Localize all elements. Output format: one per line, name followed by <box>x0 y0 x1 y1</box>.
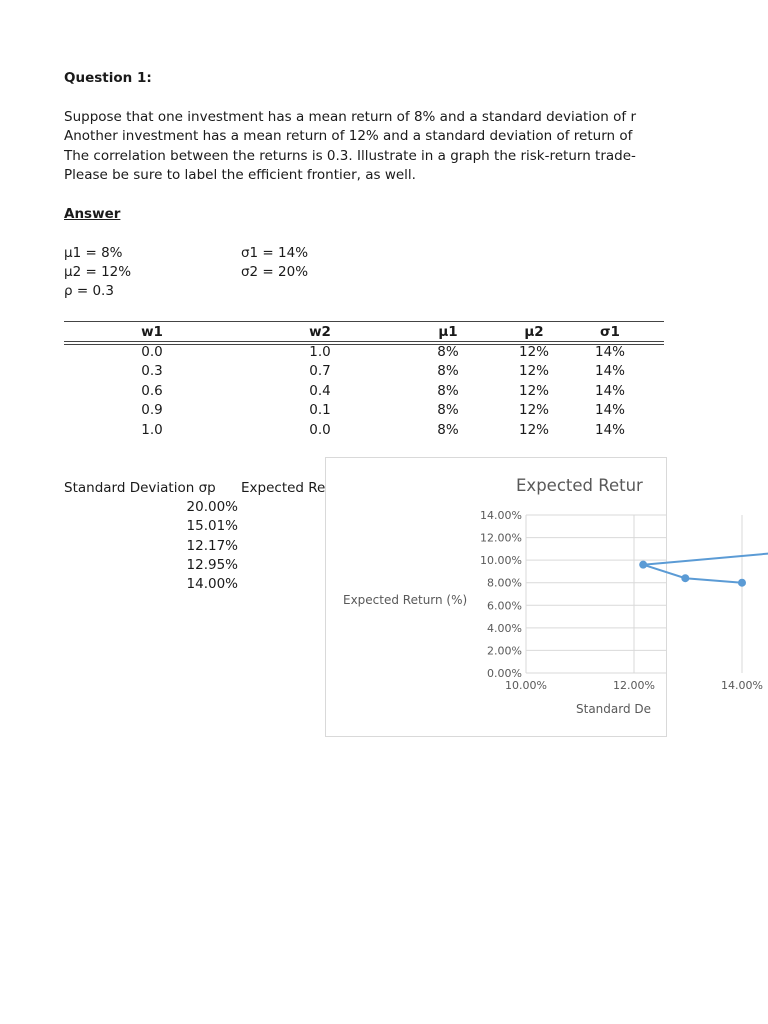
question-line-1: Suppose that one investment has a mean return of 8% and a standard deviation of r <box>64 109 636 125</box>
y-tick-label: 6.00% <box>487 599 522 613</box>
cell-mu1: 8% <box>437 383 459 399</box>
sigma2-value: σ2 = 20% <box>241 264 309 280</box>
answer-heading: Answer <box>64 206 121 222</box>
y-tick-label: 0.00% <box>487 667 522 680</box>
table-header-mu1: µ1 <box>438 324 458 340</box>
cell-sigma1: 14% <box>594 363 625 379</box>
question-line-2: Another investment has a mean return of 12% and a standard deviation of return of <box>64 128 633 144</box>
table-header-rule-1 <box>64 341 664 342</box>
y-tick-label: 2.00% <box>487 644 522 658</box>
table-header-sigma1: σ1 <box>600 324 620 340</box>
cell-mu1: 8% <box>437 402 459 418</box>
cell-w1: 1.0 <box>141 422 163 438</box>
mu2-value: µ2 = 12% <box>64 264 132 280</box>
sd-column-header: Standard Deviation σp <box>64 480 216 496</box>
table-header-w2: w2 <box>309 324 331 340</box>
y-tick-label: 14.00% <box>480 509 522 522</box>
risk-return-chart <box>326 458 763 736</box>
question-line-4: Please be sure to label the efficient frontier, as well. <box>64 167 416 183</box>
cell-mu2: 12% <box>518 363 549 379</box>
cell-w2: 0.4 <box>309 383 331 399</box>
sd-value: 14.00% <box>186 576 238 592</box>
question-heading: Question 1: <box>64 70 152 86</box>
cell-sigma1: 14% <box>594 383 625 399</box>
y-tick-label: 10.00% <box>480 554 522 568</box>
cell-mu2: 12% <box>518 344 549 360</box>
cell-w2: 0.1 <box>309 402 331 418</box>
cell-sigma1: 14% <box>594 402 625 418</box>
x-tick-label: 14.00% <box>721 679 763 692</box>
cell-w2: 0.0 <box>309 422 331 438</box>
cell-w2: 0.7 <box>309 363 331 379</box>
table-top-rule <box>64 321 664 322</box>
er-column-header: Expected Re <box>241 480 326 496</box>
cell-mu1: 8% <box>437 422 459 438</box>
sd-value: 12.95% <box>186 557 238 573</box>
x-tick-label: 10.00% <box>505 679 547 692</box>
cell-w1: 0.0 <box>141 344 163 360</box>
cell-mu2: 12% <box>518 383 549 399</box>
table-header-mu2: µ2 <box>524 324 544 340</box>
cell-mu2: 12% <box>518 422 549 438</box>
sigma1-value: σ1 = 14% <box>241 245 309 261</box>
table-header-w1: w1 <box>141 324 163 340</box>
data-point <box>739 579 746 586</box>
y-tick-label: 4.00% <box>487 621 522 635</box>
y-tick-label: 8.00% <box>487 576 522 590</box>
cell-w1: 0.9 <box>141 402 163 418</box>
y-axis-label: Expected Return (%) <box>343 593 468 607</box>
cell-mu1: 8% <box>437 363 459 379</box>
chart-title: Expected Retur <box>516 476 643 495</box>
sd-value: 12.17% <box>186 538 238 554</box>
cell-w1: 0.6 <box>141 383 163 399</box>
data-point <box>640 561 647 568</box>
cell-w1: 0.3 <box>141 363 163 379</box>
cell-w2: 1.0 <box>309 344 331 360</box>
rho-value: ρ = 0.3 <box>64 283 114 299</box>
data-point <box>682 575 689 582</box>
cell-mu1: 8% <box>437 344 459 360</box>
x-axis-label: Standard De <box>576 702 652 716</box>
chart-container[interactable] <box>325 457 763 737</box>
cell-mu2: 12% <box>518 402 549 418</box>
question-line-3: The correlation between the returns is 0.3. Illustrate in a graph the risk-return trade- <box>64 148 636 164</box>
mu1-value: µ1 = 8% <box>64 245 123 261</box>
sd-value: 15.01% <box>186 518 238 534</box>
y-tick-label: 12.00% <box>480 531 522 545</box>
sd-value: 20.00% <box>186 499 238 515</box>
cell-sigma1: 14% <box>594 422 625 438</box>
x-tick-label: 12.00% <box>613 679 655 692</box>
cell-sigma1: 14% <box>594 344 625 360</box>
